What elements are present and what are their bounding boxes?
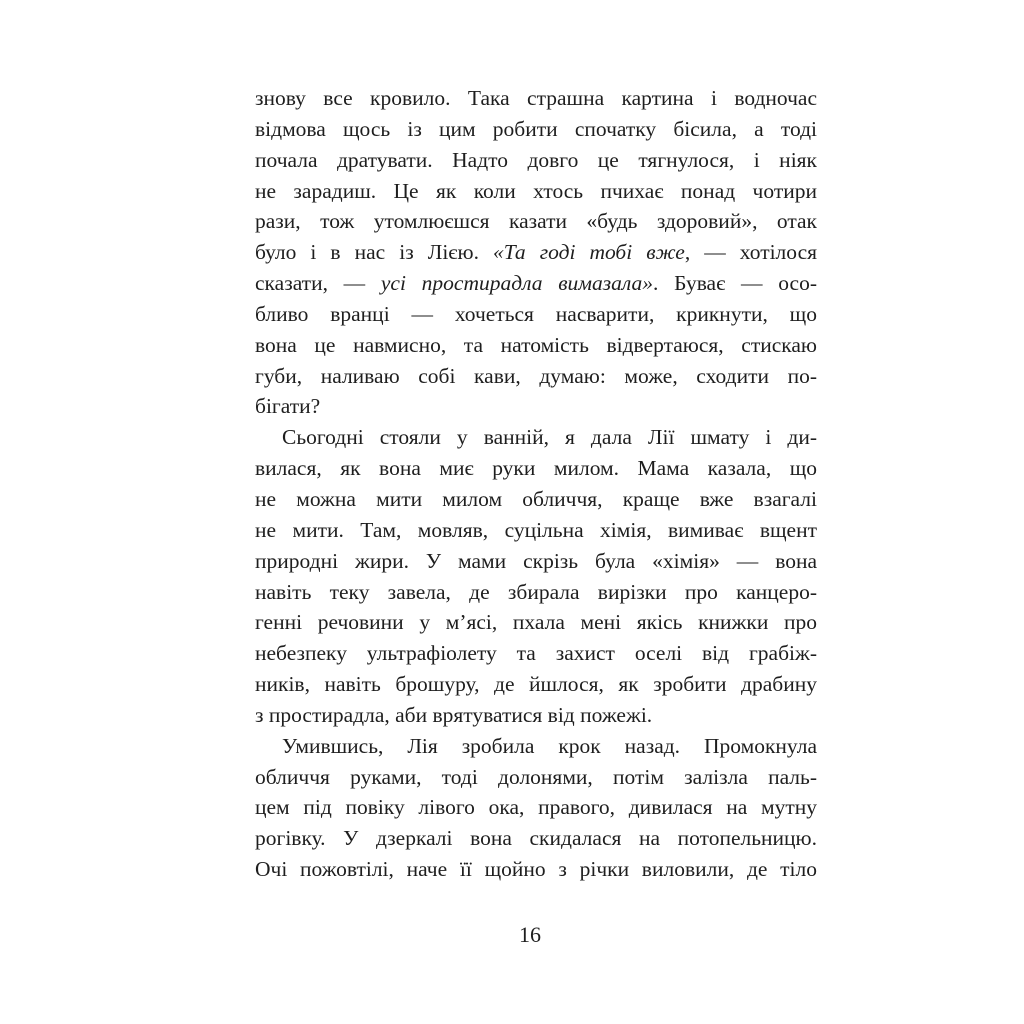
text-segment: не мити. Там, мовляв, суцільна хімія, вимиває вщент [255,517,817,542]
paragraph [255,731,817,885]
text-line [255,700,817,731]
text-line [255,484,817,515]
text-segment: не зарадиш. Це як коли хтось пчихає понад чотири [255,178,817,203]
text-line [255,237,817,268]
text-segment: , — хотілося [684,240,818,265]
text-segment: небезпеку ультрафіолету та захист оселі від грабіж- [255,641,817,666]
text-segment: знову все кровило. Така страшна картина і водночас [255,86,817,110]
text-segment: з простирадла, аби врятуватися від пожежі. [255,702,653,727]
paragraph [255,83,817,422]
text-segment: цем під повіку лівого ока, правого, дивилася на мутну [255,795,817,820]
italic-text: «Та годі тобі вже [493,240,685,265]
text-segment: сказати, — [255,271,381,296]
text-line [255,762,817,793]
text-segment: почала дратувати. Надто довго це тягнулося, і ніяк [255,147,817,172]
text-segment: Сьогодні стояли у ванній, я дала Лії шмату і ди- [282,425,817,450]
text-segment: . Буває — осо- [653,271,817,296]
text-line [255,638,817,669]
text-line [255,731,817,762]
page-number: 16 [519,922,541,947]
text-segment: обличчя руками, тоді долонями, потім залізла паль- [255,764,817,789]
text-segment: не можна мити милом обличчя, краще вже взагалі [255,486,817,511]
text-line [255,546,817,577]
text-segment: Умившись, Лія зробила крок назад. Промокнула [282,733,817,758]
text-segment: бігати? [255,394,321,419]
text-segment: губи, наливаю собі кави, думаю: може, сходити по- [255,363,817,388]
text-segment: відмова щось із цим робити спочатку бісила, а тоді [255,116,817,141]
text-segment: Очі пожовтілі, наче її щойно з річки виловили, де тіло [255,857,817,882]
text-line [255,669,817,700]
text-segment: рази, тож утомлюєшся казати «будь здоровий», отак [255,209,817,234]
text-line [255,330,817,361]
text-line [255,823,817,854]
text-line [255,453,817,484]
text-line [255,515,817,546]
text-segment: генні речовини у м’ясі, пхала мені якісь книжки про [255,610,817,635]
text-segment: ників, навіть брошуру, де йшлося, як зробити драбину [255,672,817,697]
text-segment: рогівку. У дзеркалі вона скидалася на потопельницю. [255,826,817,851]
text-line [255,391,817,422]
text-line [255,176,817,207]
paragraph [255,422,817,730]
text-line [255,114,817,145]
text-segment: було і в нас із Лією. [255,240,493,265]
text-line [255,607,817,638]
text-line [255,145,817,176]
text-line [255,854,817,885]
text-line [255,83,817,114]
text-segment: природні жири. У мами скрізь була «хімія» — вона [255,548,817,573]
text-segment: вилася, як вона миє руки милом. Мама казала, що [255,456,817,481]
text-line [255,361,817,392]
text-line [255,792,817,823]
text-segment: вона це навмисно, та натомість відвертаюся, стискаю [255,332,817,357]
italic-text: усі простирадла вимазала» [380,271,654,296]
book-page-text [255,83,817,885]
text-line [255,577,817,608]
text-line [255,206,817,237]
text-line [255,268,817,299]
text-line [255,422,817,453]
text-segment: бливо вранці — хочеться насварити, крикнути, що [255,301,817,326]
text-segment: навіть теку завела, де збирала вирізки про канцеро- [255,579,817,604]
text-line [255,299,817,330]
